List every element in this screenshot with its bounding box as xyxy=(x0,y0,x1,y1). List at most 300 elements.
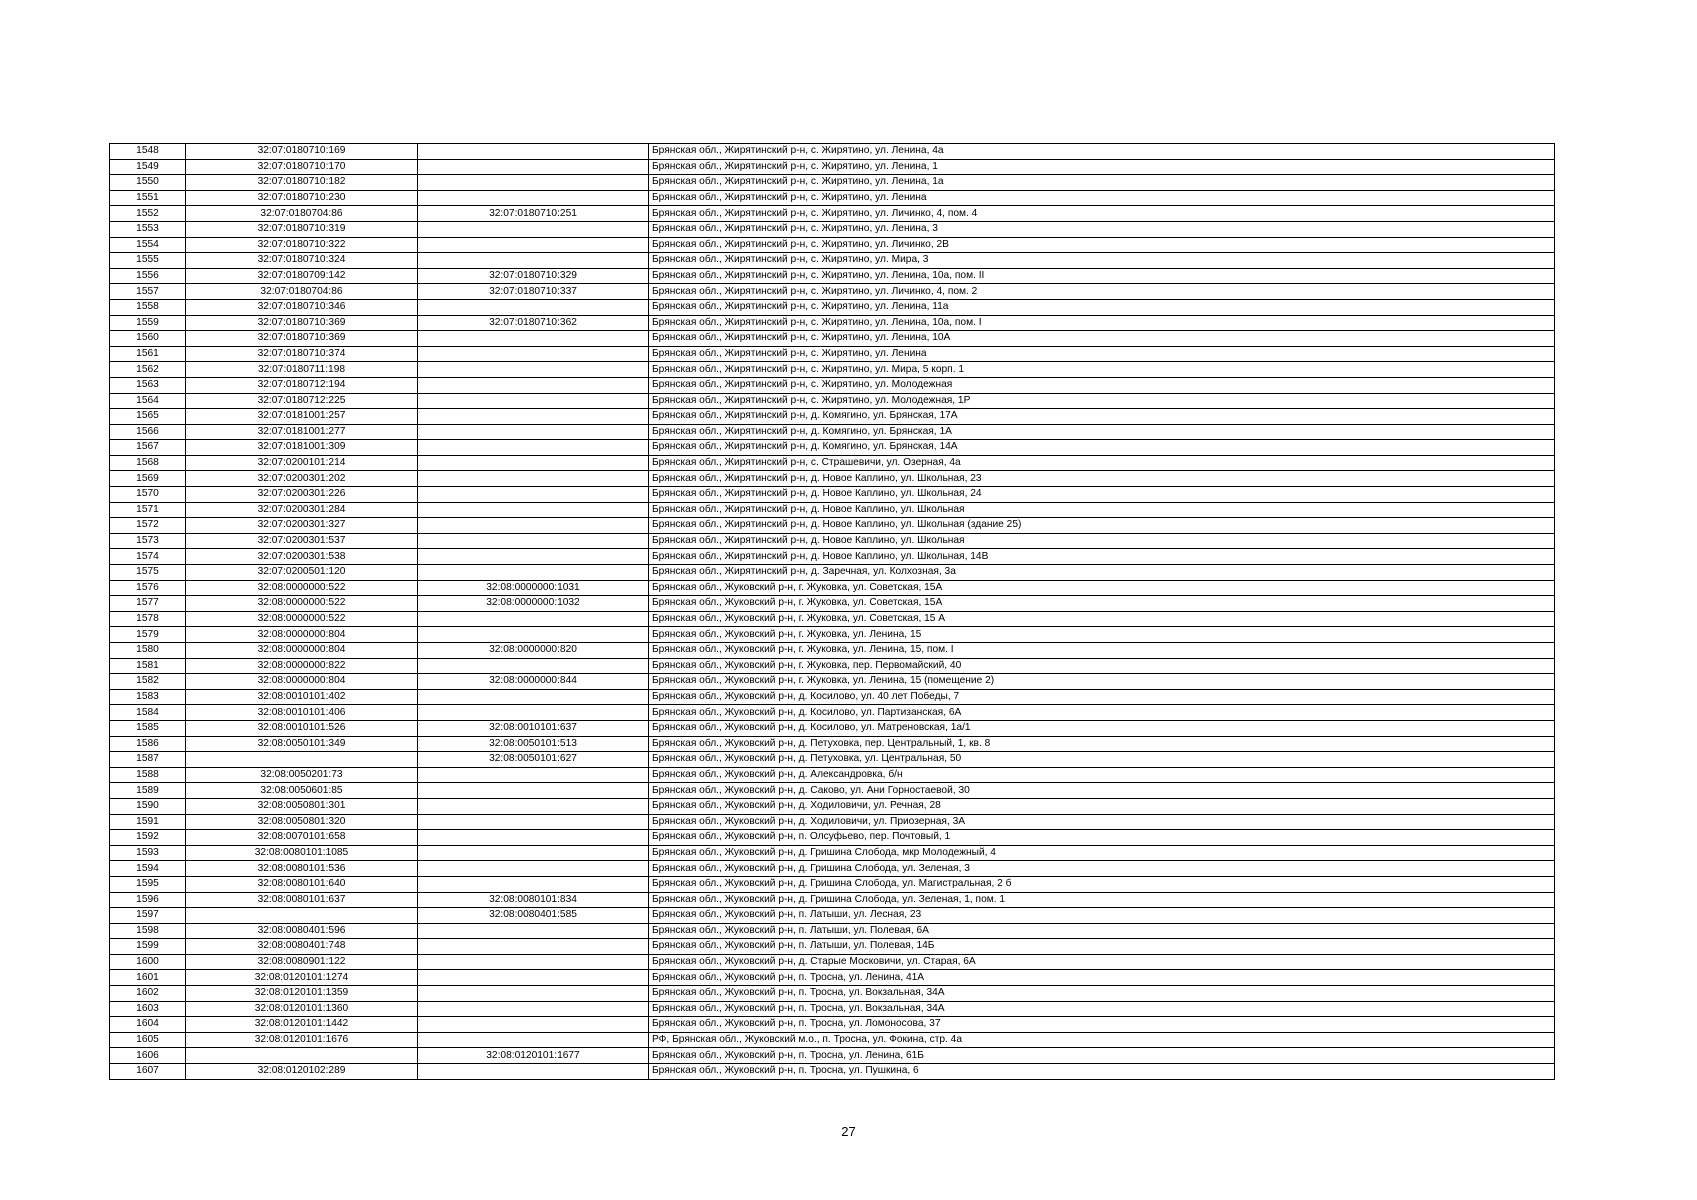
building-cadastral-number-cell xyxy=(418,814,649,830)
building-cadastral-number-cell xyxy=(418,1001,649,1017)
cadastral-number-cell: 32:07:0200301:226 xyxy=(186,487,418,503)
table-row xyxy=(110,268,1555,284)
row-number-cell: 1556 xyxy=(110,268,186,284)
table-row xyxy=(110,471,1555,487)
address-cell: Брянская обл., Жирятинский р-н, д. Комягино, ул. Брянская, 17А xyxy=(649,409,1555,425)
address-cell: Брянская обл., Жуковский р-н, г. Жуковка, ул. Советская, 15 А xyxy=(649,611,1555,627)
row-number-cell: 1548 xyxy=(110,144,186,160)
building-cadastral-number-cell xyxy=(418,861,649,877)
cadastral-number-cell xyxy=(186,752,418,768)
row-number-cell: 1569 xyxy=(110,471,186,487)
building-cadastral-number-cell: 32:08:0080101:834 xyxy=(418,892,649,908)
table-row xyxy=(110,783,1555,799)
cadastral-number-cell: 32:08:0080101:1085 xyxy=(186,845,418,861)
cadastral-number-cell: 32:07:0180710:170 xyxy=(186,159,418,175)
row-number-cell: 1599 xyxy=(110,939,186,955)
building-cadastral-number-cell: 32:08:0000000:1031 xyxy=(418,580,649,596)
row-number-cell: 1571 xyxy=(110,502,186,518)
building-cadastral-number-cell xyxy=(418,424,649,440)
address-cell: Брянская обл., Жуковский р-н, п. Тросна, ул. Вокзальная, 34А xyxy=(649,986,1555,1002)
row-number-cell: 1576 xyxy=(110,580,186,596)
address-cell: Брянская обл., Жуковский р-н, г. Жуковка, ул. Ленина, 15 xyxy=(649,627,1555,643)
row-number-cell: 1588 xyxy=(110,767,186,783)
table-row xyxy=(110,487,1555,503)
table-row xyxy=(110,720,1555,736)
address-cell: Брянская обл., Жуковский р-н, д. Гришина Слобода, ул. Зеленая, 3 xyxy=(649,861,1555,877)
address-cell: Брянская обл., Жуковский р-н, д. Косилово, ул. 40 лет Победы, 7 xyxy=(649,689,1555,705)
cadastral-number-cell: 32:08:0000000:804 xyxy=(186,627,418,643)
address-cell: Брянская обл., Жуковский р-н, г. Жуковка, ул. Советская, 15А xyxy=(649,596,1555,612)
building-cadastral-number-cell xyxy=(418,845,649,861)
building-cadastral-number-cell xyxy=(418,377,649,393)
cadastral-number-cell: 32:08:0000000:804 xyxy=(186,674,418,690)
building-cadastral-number-cell: 32:08:0010101:637 xyxy=(418,720,649,736)
row-number-cell: 1595 xyxy=(110,876,186,892)
building-cadastral-number-cell xyxy=(418,783,649,799)
building-cadastral-number-cell: 32:07:0180710:362 xyxy=(418,315,649,331)
building-cadastral-number-cell xyxy=(418,954,649,970)
table-row xyxy=(110,409,1555,425)
address-cell: Брянская обл., Жуковский р-н, д. Гришина Слобода, ул. Магистральная, 2 б xyxy=(649,876,1555,892)
cadastral-number-cell: 32:08:0000000:522 xyxy=(186,596,418,612)
table-row xyxy=(110,549,1555,565)
row-number-cell: 1557 xyxy=(110,284,186,300)
address-cell: Брянская обл., Жирятинский р-н, с. Жирятино, ул. Ленина xyxy=(649,346,1555,362)
address-cell: Брянская обл., Жуковский р-н, г. Жуковка, ул. Советская, 15А xyxy=(649,580,1555,596)
address-cell: Брянская обл., Жуковский р-н, п. Тросна, ул. Вокзальная, 34А xyxy=(649,1001,1555,1017)
cadastral-number-cell: 32:07:0200301:284 xyxy=(186,502,418,518)
cadastral-number-cell: 32:07:0180710:319 xyxy=(186,221,418,237)
table-row xyxy=(110,876,1555,892)
building-cadastral-number-cell xyxy=(418,767,649,783)
cadastral-number-cell: 32:07:0180710:346 xyxy=(186,299,418,315)
row-number-cell: 1604 xyxy=(110,1017,186,1033)
row-number-cell: 1585 xyxy=(110,720,186,736)
row-number-cell: 1606 xyxy=(110,1048,186,1064)
table-row xyxy=(110,611,1555,627)
table-row xyxy=(110,627,1555,643)
table-row xyxy=(110,830,1555,846)
table-row xyxy=(110,144,1555,160)
building-cadastral-number-cell xyxy=(418,502,649,518)
cadastral-number-cell: 32:07:0180712:194 xyxy=(186,377,418,393)
row-number-cell: 1597 xyxy=(110,908,186,924)
table-row xyxy=(110,861,1555,877)
building-cadastral-number-cell xyxy=(418,393,649,409)
address-cell: Брянская обл., Жуковский р-н, д. Петуховка, ул. Центральная, 50 xyxy=(649,752,1555,768)
table-row xyxy=(110,954,1555,970)
row-number-cell: 1591 xyxy=(110,814,186,830)
row-number-cell: 1553 xyxy=(110,221,186,237)
address-cell: Брянская обл., Жирятинский р-н, д. Новое Каплино, ул. Школьная xyxy=(649,533,1555,549)
cadastral-number-cell: 32:08:0120101:1676 xyxy=(186,1032,418,1048)
building-cadastral-number-cell xyxy=(418,565,649,581)
address-cell: Брянская обл., Жирятинский р-н, с. Жирятино, ул. Ленина, 11а xyxy=(649,299,1555,315)
table-row xyxy=(110,767,1555,783)
address-cell: Брянская обл., Жуковский р-н, д. Саково, ул. Ани Горностаевой, 30 xyxy=(649,783,1555,799)
row-number-cell: 1554 xyxy=(110,237,186,253)
row-number-cell: 1583 xyxy=(110,689,186,705)
building-cadastral-number-cell xyxy=(418,939,649,955)
table-row xyxy=(110,393,1555,409)
table-row xyxy=(110,1001,1555,1017)
cadastral-number-cell: 32:08:0000000:804 xyxy=(186,643,418,659)
row-number-cell: 1552 xyxy=(110,206,186,222)
building-cadastral-number-cell xyxy=(418,1017,649,1033)
cadastral-number-cell: 32:07:0180710:182 xyxy=(186,175,418,191)
building-cadastral-number-cell xyxy=(418,830,649,846)
address-cell: Брянская обл., Жирятинский р-н, д. Комягино, ул. Брянская, 14А xyxy=(649,440,1555,456)
building-cadastral-number-cell: 32:07:0180710:251 xyxy=(418,206,649,222)
table-row xyxy=(110,705,1555,721)
table-row xyxy=(110,159,1555,175)
address-cell: Брянская обл., Жуковский р-н, г. Жуковка, пер. Первомайский, 40 xyxy=(649,658,1555,674)
cadastral-number-cell: 32:08:0080401:596 xyxy=(186,923,418,939)
row-number-cell: 1587 xyxy=(110,752,186,768)
cadastral-number-cell: 32:08:0120101:1359 xyxy=(186,986,418,1002)
row-number-cell: 1579 xyxy=(110,627,186,643)
address-cell: Брянская обл., Жуковский р-н, п. Олсуфьево, пер. Почтовый, 1 xyxy=(649,830,1555,846)
row-number-cell: 1574 xyxy=(110,549,186,565)
cadastral-number-cell: 32:07:0200301:327 xyxy=(186,518,418,534)
building-cadastral-number-cell xyxy=(418,798,649,814)
cadastral-number-cell: 32:08:0080401:748 xyxy=(186,939,418,955)
address-cell: Брянская обл., Жуковский р-н, п. Тросна, ул. Ленина, 41А xyxy=(649,970,1555,986)
address-cell: Брянская обл., Жуковский р-н, г. Жуковка, ул. Ленина, 15, пом. I xyxy=(649,643,1555,659)
row-number-cell: 1572 xyxy=(110,518,186,534)
cadastral-number-cell: 32:07:0200501:120 xyxy=(186,565,418,581)
building-cadastral-number-cell: 32:07:0180710:329 xyxy=(418,268,649,284)
cadastral-number-cell: 32:08:0050801:301 xyxy=(186,798,418,814)
building-cadastral-number-cell: 32:08:0050101:627 xyxy=(418,752,649,768)
row-number-cell: 1578 xyxy=(110,611,186,627)
row-number-cell: 1566 xyxy=(110,424,186,440)
row-number-cell: 1584 xyxy=(110,705,186,721)
table-row xyxy=(110,221,1555,237)
row-number-cell: 1575 xyxy=(110,565,186,581)
address-cell: Брянская обл., Жирятинский р-н, с. Жирятино, ул. Ленина, 10а, пом. II xyxy=(649,268,1555,284)
row-number-cell: 1573 xyxy=(110,533,186,549)
cadastral-number-cell: 32:08:0080101:640 xyxy=(186,876,418,892)
building-cadastral-number-cell xyxy=(418,144,649,160)
table-row xyxy=(110,580,1555,596)
building-cadastral-number-cell xyxy=(418,705,649,721)
row-number-cell: 1551 xyxy=(110,190,186,206)
address-cell: Брянская обл., Жирятинский р-н, с. Жирятино, ул. Личинко, 4, пом. 4 xyxy=(649,206,1555,222)
cadastral-number-cell: 32:07:0181001:277 xyxy=(186,424,418,440)
building-cadastral-number-cell xyxy=(418,1032,649,1048)
address-cell: Брянская обл., Жирятинский р-н, с. Жирятино, ул. Ленина, 4а xyxy=(649,144,1555,160)
cadastral-number-cell: 32:08:0000000:522 xyxy=(186,580,418,596)
address-cell: Брянская обл., Жуковский р-н, д. Косилово, ул. Матреновская, 1а/1 xyxy=(649,720,1555,736)
table-row xyxy=(110,674,1555,690)
cadastral-number-cell: 32:08:0120101:1360 xyxy=(186,1001,418,1017)
cadastral-number-cell: 32:07:0200301:538 xyxy=(186,549,418,565)
cadastral-number-cell: 32:08:0000000:522 xyxy=(186,611,418,627)
cadastral-number-cell: 32:08:0050101:349 xyxy=(186,736,418,752)
address-cell: Брянская обл., Жирятинский р-н, с. Жирятино, ул. Личинко, 4, пом. 2 xyxy=(649,284,1555,300)
row-number-cell: 1605 xyxy=(110,1032,186,1048)
address-cell: Брянская обл., Жуковский р-н, п. Латыши, ул. Лесная, 23 xyxy=(649,908,1555,924)
table-row xyxy=(110,377,1555,393)
row-number-cell: 1602 xyxy=(110,986,186,1002)
address-cell: Брянская обл., Жуковский р-н, п. Тросна, ул. Ломоносова, 37 xyxy=(649,1017,1555,1033)
cadastral-number-cell: 32:07:0180710:322 xyxy=(186,237,418,253)
cadastral-number-cell: 32:07:0180710:374 xyxy=(186,346,418,362)
table-row xyxy=(110,689,1555,705)
table-row xyxy=(110,331,1555,347)
address-cell: Брянская обл., Жирятинский р-н, с. Жирятино, ул. Ленина xyxy=(649,190,1555,206)
building-cadastral-number-cell xyxy=(418,455,649,471)
cadastral-number-cell: 32:07:0200301:537 xyxy=(186,533,418,549)
cadastral-number-cell: 32:08:0050801:320 xyxy=(186,814,418,830)
address-cell: Брянская обл., Жирятинский р-н, с. Жирятино, ул. Мира, 5 корп. 1 xyxy=(649,362,1555,378)
cadastral-number-cell: 32:07:0180710:369 xyxy=(186,315,418,331)
table-row xyxy=(110,1032,1555,1048)
cadastral-number-cell: 32:08:0010101:406 xyxy=(186,705,418,721)
address-cell: Брянская обл., Жирятинский р-н, с. Жирятино, ул. Ленина, 3 xyxy=(649,221,1555,237)
table-row xyxy=(110,502,1555,518)
table-row xyxy=(110,206,1555,222)
row-number-cell: 1580 xyxy=(110,643,186,659)
cadastral-number-cell: 32:08:0000000:822 xyxy=(186,658,418,674)
row-number-cell: 1567 xyxy=(110,440,186,456)
address-cell: Брянская обл., Жирятинский р-н, с. Жирятино, ул. Молодежная, 1Р xyxy=(649,393,1555,409)
row-number-cell: 1603 xyxy=(110,1001,186,1017)
row-number-cell: 1586 xyxy=(110,736,186,752)
address-cell: Брянская обл., Жирятинский р-н, с. Жирятино, ул. Ленина, 10а, пом. I xyxy=(649,315,1555,331)
table-row xyxy=(110,845,1555,861)
table-row xyxy=(110,814,1555,830)
table-row xyxy=(110,440,1555,456)
building-cadastral-number-cell xyxy=(418,471,649,487)
table-row xyxy=(110,596,1555,612)
table-row xyxy=(110,1064,1555,1080)
table-row xyxy=(110,299,1555,315)
row-number-cell: 1565 xyxy=(110,409,186,425)
building-cadastral-number-cell xyxy=(418,876,649,892)
table-row xyxy=(110,175,1555,191)
table-row xyxy=(110,533,1555,549)
building-cadastral-number-cell xyxy=(418,159,649,175)
cadastral-number-cell: 32:08:0080901:122 xyxy=(186,954,418,970)
table-row xyxy=(110,798,1555,814)
row-number-cell: 1561 xyxy=(110,346,186,362)
row-number-cell: 1582 xyxy=(110,674,186,690)
cadastral-number-cell: 32:07:0180709:142 xyxy=(186,268,418,284)
table-body xyxy=(110,144,1555,1080)
building-cadastral-number-cell xyxy=(418,518,649,534)
cadastral-number-cell: 32:07:0200301:202 xyxy=(186,471,418,487)
cadastral-number-cell: 32:08:0010101:402 xyxy=(186,689,418,705)
cadastral-number-cell: 32:07:0180711:198 xyxy=(186,362,418,378)
building-cadastral-number-cell xyxy=(418,237,649,253)
row-number-cell: 1570 xyxy=(110,487,186,503)
cadastral-number-cell: 32:07:0180710:230 xyxy=(186,190,418,206)
building-cadastral-number-cell xyxy=(418,970,649,986)
table-row xyxy=(110,315,1555,331)
address-cell: Брянская обл., Жуковский р-н, д. Гришина Слобода, мкр Молодежный, 4 xyxy=(649,845,1555,861)
page-number: 27 xyxy=(841,1124,856,1139)
table-row xyxy=(110,362,1555,378)
building-cadastral-number-cell xyxy=(418,611,649,627)
table-row xyxy=(110,986,1555,1002)
table-row xyxy=(110,424,1555,440)
table-row xyxy=(110,284,1555,300)
building-cadastral-number-cell xyxy=(418,362,649,378)
table-row xyxy=(110,970,1555,986)
building-cadastral-number-cell xyxy=(418,627,649,643)
cadastral-number-cell: 32:08:0050201:73 xyxy=(186,767,418,783)
row-number-cell: 1550 xyxy=(110,175,186,191)
table-row xyxy=(110,253,1555,269)
building-cadastral-number-cell xyxy=(418,986,649,1002)
row-number-cell: 1601 xyxy=(110,970,186,986)
building-cadastral-number-cell xyxy=(418,1064,649,1080)
cadastral-number-cell xyxy=(186,1048,418,1064)
table-row xyxy=(110,1017,1555,1033)
address-cell: Брянская обл., Жуковский р-н, п. Тросна, ул. Пушкина, 6 xyxy=(649,1064,1555,1080)
row-number-cell: 1563 xyxy=(110,377,186,393)
cadastral-number-cell xyxy=(186,908,418,924)
address-cell: Брянская обл., Жирятинский р-н, д. Заречная, ул. Колхозная, 3а xyxy=(649,565,1555,581)
address-cell: Брянская обл., Жуковский р-н, п. Латыши, ул. Полевая, 14Б xyxy=(649,939,1555,955)
cadastral-number-cell: 32:07:0180712:225 xyxy=(186,393,418,409)
address-cell: Брянская обл., Жуковский р-н, д. Старые Московичи, ул. Старая, 6А xyxy=(649,954,1555,970)
building-cadastral-number-cell: 32:07:0180710:337 xyxy=(418,284,649,300)
building-cadastral-number-cell: 32:08:0120101:1677 xyxy=(418,1048,649,1064)
table-row xyxy=(110,346,1555,362)
address-cell: Брянская обл., Жирятинский р-н, с. Жирятино, ул. Ленина, 1а xyxy=(649,175,1555,191)
building-cadastral-number-cell xyxy=(418,533,649,549)
address-cell: Брянская обл., Жирятинский р-н, с. Жирятино, ул. Личинко, 2В xyxy=(649,237,1555,253)
address-cell: Брянская обл., Жуковский р-н, д. Петуховка, пер. Центральный, 1, кв. 8 xyxy=(649,736,1555,752)
address-cell: Брянская обл., Жирятинский р-н, д. Новое Каплино, ул. Школьная, 23 xyxy=(649,471,1555,487)
table-row xyxy=(110,892,1555,908)
building-cadastral-number-cell: 32:08:0000000:820 xyxy=(418,643,649,659)
table-row xyxy=(110,518,1555,534)
row-number-cell: 1562 xyxy=(110,362,186,378)
row-number-cell: 1577 xyxy=(110,596,186,612)
building-cadastral-number-cell xyxy=(418,331,649,347)
row-number-cell: 1581 xyxy=(110,658,186,674)
row-number-cell: 1555 xyxy=(110,253,186,269)
address-cell: Брянская обл., Жуковский р-н, г. Жуковка, ул. Ленина, 15 (помещение 2) xyxy=(649,674,1555,690)
row-number-cell: 1558 xyxy=(110,299,186,315)
building-cadastral-number-cell xyxy=(418,175,649,191)
building-cadastral-number-cell xyxy=(418,923,649,939)
building-cadastral-number-cell: 32:08:0000000:844 xyxy=(418,674,649,690)
address-cell: Брянская обл., Жирятинский р-н, с. Страшевичи, ул. Озерная, 4а xyxy=(649,455,1555,471)
building-cadastral-number-cell xyxy=(418,549,649,565)
cadastral-number-cell: 32:08:0120101:1274 xyxy=(186,970,418,986)
address-cell: Брянская обл., Жирятинский р-н, д. Новое Каплино, ул. Школьная, 24 xyxy=(649,487,1555,503)
row-number-cell: 1549 xyxy=(110,159,186,175)
address-cell: Брянская обл., Жуковский р-н, д. Косилово, ул. Партизанская, 6А xyxy=(649,705,1555,721)
cadastral-number-cell: 32:08:0120101:1442 xyxy=(186,1017,418,1033)
address-cell: Брянская обл., Жуковский р-н, д. Ходиловичи, ул. Приозерная, 3А xyxy=(649,814,1555,830)
table-row xyxy=(110,1048,1555,1064)
address-cell: Брянская обл., Жирятинский р-н, с. Жирятино, ул. Ленина, 10А xyxy=(649,331,1555,347)
row-number-cell: 1590 xyxy=(110,798,186,814)
table-row xyxy=(110,752,1555,768)
cadastral-number-cell: 32:08:0120102:289 xyxy=(186,1064,418,1080)
row-number-cell: 1589 xyxy=(110,783,186,799)
row-number-cell: 1560 xyxy=(110,331,186,347)
address-cell: Брянская обл., Жирятинский р-н, д. Новое Каплино, ул. Школьная, 14В xyxy=(649,549,1555,565)
address-cell: Брянская обл., Жуковский р-н, п. Тросна, ул. Ленина, 61Б xyxy=(649,1048,1555,1064)
cadastral-number-cell: 32:07:0181001:309 xyxy=(186,440,418,456)
row-number-cell: 1594 xyxy=(110,861,186,877)
building-cadastral-number-cell xyxy=(418,440,649,456)
building-cadastral-number-cell xyxy=(418,409,649,425)
row-number-cell: 1564 xyxy=(110,393,186,409)
cadastral-number-cell: 32:08:0080101:637 xyxy=(186,892,418,908)
address-cell: Брянская обл., Жуковский р-н, д. Гришина Слобода, ул. Зеленая, 1, пом. 1 xyxy=(649,892,1555,908)
building-cadastral-number-cell xyxy=(418,346,649,362)
cadastral-number-cell: 32:07:0181001:257 xyxy=(186,409,418,425)
building-cadastral-number-cell xyxy=(418,487,649,503)
cadastral-number-cell: 32:07:0180704:86 xyxy=(186,206,418,222)
table-row xyxy=(110,565,1555,581)
row-number-cell: 1596 xyxy=(110,892,186,908)
row-number-cell: 1600 xyxy=(110,954,186,970)
address-cell: Брянская обл., Жуковский р-н, д. Ходиловичи, ул. Речная, 28 xyxy=(649,798,1555,814)
cadastral-number-cell: 32:07:0200101:214 xyxy=(186,455,418,471)
table-row xyxy=(110,190,1555,206)
row-number-cell: 1592 xyxy=(110,830,186,846)
table-row xyxy=(110,643,1555,659)
address-cell: Брянская обл., Жирятинский р-н, с. Жирятино, ул. Молодежная xyxy=(649,377,1555,393)
building-cadastral-number-cell: 32:08:0000000:1032 xyxy=(418,596,649,612)
building-cadastral-number-cell xyxy=(418,221,649,237)
building-cadastral-number-cell: 32:08:0050101:513 xyxy=(418,736,649,752)
row-number-cell: 1607 xyxy=(110,1064,186,1080)
table-row xyxy=(110,658,1555,674)
property-registry-table xyxy=(109,143,1555,1080)
building-cadastral-number-cell xyxy=(418,689,649,705)
cadastral-number-cell: 32:07:0180710:169 xyxy=(186,144,418,160)
address-cell: Брянская обл., Жуковский р-н, п. Латыши, ул. Полевая, 6А xyxy=(649,923,1555,939)
address-cell: Брянская обл., Жирятинский р-н, с. Жирятино, ул. Ленина, 1 xyxy=(649,159,1555,175)
address-cell: Брянская обл., Жирятинский р-н, д. Новое Каплино, ул. Школьная xyxy=(649,502,1555,518)
address-cell: Брянская обл., Жирятинский р-н, д. Комягино, ул. Брянская, 1А xyxy=(649,424,1555,440)
cadastral-number-cell: 32:07:0180710:324 xyxy=(186,253,418,269)
table-row xyxy=(110,908,1555,924)
cadastral-number-cell: 32:08:0050601:85 xyxy=(186,783,418,799)
row-number-cell: 1593 xyxy=(110,845,186,861)
cadastral-number-cell: 32:07:0180710:369 xyxy=(186,331,418,347)
building-cadastral-number-cell xyxy=(418,299,649,315)
building-cadastral-number-cell xyxy=(418,253,649,269)
cadastral-number-cell: 32:08:0080101:536 xyxy=(186,861,418,877)
table-row xyxy=(110,923,1555,939)
table-row xyxy=(110,939,1555,955)
address-cell: Брянская обл., Жуковский р-н, д. Александровка, б/н xyxy=(649,767,1555,783)
table-row xyxy=(110,455,1555,471)
cadastral-number-cell: 32:07:0180704:86 xyxy=(186,284,418,300)
address-cell: Брянская обл., Жирятинский р-н, д. Новое Каплино, ул. Школьная (здание 25) xyxy=(649,518,1555,534)
address-cell: РФ, Брянская обл., Жуковский м.о., п. Тросна, ул. Фокина, стр. 4а xyxy=(649,1032,1555,1048)
row-number-cell: 1598 xyxy=(110,923,186,939)
cadastral-number-cell: 32:08:0070101:658 xyxy=(186,830,418,846)
table-row xyxy=(110,237,1555,253)
table-row xyxy=(110,736,1555,752)
building-cadastral-number-cell: 32:08:0080401:585 xyxy=(418,908,649,924)
building-cadastral-number-cell xyxy=(418,190,649,206)
building-cadastral-number-cell xyxy=(418,658,649,674)
row-number-cell: 1559 xyxy=(110,315,186,331)
